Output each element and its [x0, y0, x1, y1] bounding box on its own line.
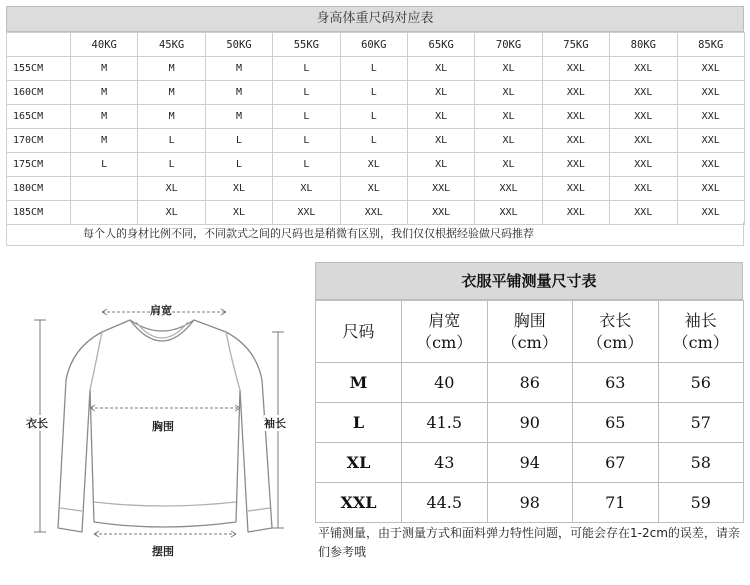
size-cell: M — [71, 81, 138, 105]
weight-header: 80KG — [610, 33, 677, 57]
height-header: 185CM — [7, 201, 71, 225]
shoulder-cell: 40 — [402, 363, 488, 403]
measurement-note: 平铺测量，由于测量方式和面料弹力特性问题，可能会存在1-2cm的误差，请亲们参考哦 — [318, 526, 740, 559]
header-shoulder: 肩宽 （cm） — [402, 301, 488, 363]
size-cell: XL — [475, 81, 542, 105]
size-cell: XXL — [340, 201, 407, 225]
size-cell: XXL — [542, 129, 609, 153]
sleeve-cell: 58 — [658, 443, 744, 483]
sleeve-length-label: 袖长 — [264, 417, 286, 430]
size-cell: XXL — [407, 201, 474, 225]
weight-header: 45KG — [138, 33, 205, 57]
shoulder-cell: 44.5 — [402, 483, 488, 523]
header-chest: 胸围 （cm） — [487, 301, 573, 363]
size-cell: XXL — [316, 483, 402, 523]
table-row — [316, 363, 744, 403]
table-row — [7, 57, 745, 81]
size-cell: XXL — [407, 177, 474, 201]
size-cell: L — [273, 105, 340, 129]
size-cell: L — [273, 129, 340, 153]
size-cell: M — [138, 105, 205, 129]
length-cell: 65 — [573, 403, 659, 443]
weight-header: 85KG — [677, 33, 744, 57]
chest-cell: 98 — [487, 483, 573, 523]
table-row — [7, 153, 745, 177]
header-sleeve: 袖长 （cm） — [658, 301, 744, 363]
table-row — [7, 81, 745, 105]
size-cell: XXL — [677, 177, 744, 201]
size-cell: L — [205, 129, 272, 153]
table-row — [7, 129, 745, 153]
size-cell: XL — [205, 201, 272, 225]
weight-header: 60KG — [340, 33, 407, 57]
size-cell: XXL — [475, 177, 542, 201]
shoulder-width-label: 肩宽 — [150, 304, 172, 317]
size-cell — [71, 177, 138, 201]
table-row — [316, 403, 744, 443]
size-cell: XL — [205, 177, 272, 201]
size-cell: XXL — [542, 153, 609, 177]
height-header: 155CM — [7, 57, 71, 81]
size-cell: XXL — [677, 201, 744, 225]
sleeve-cell: 56 — [658, 363, 744, 403]
measurement-header-row — [316, 301, 744, 363]
measurement-title: 衣服平铺测量尺寸表 — [315, 262, 743, 300]
size-cell: M — [205, 105, 272, 129]
chest-label: 胸围 — [152, 420, 174, 433]
table-row — [7, 105, 745, 129]
size-cell: XL — [407, 129, 474, 153]
size-cell: L — [205, 153, 272, 177]
chest-cell: 94 — [487, 443, 573, 483]
table-row — [316, 443, 744, 483]
size-cell: L — [340, 129, 407, 153]
size-cell: XL — [407, 57, 474, 81]
size-cell: XXL — [610, 201, 677, 225]
size-cell: M — [71, 57, 138, 81]
size-cell: XXL — [677, 105, 744, 129]
size-cell: XXL — [542, 57, 609, 81]
weight-header: 75KG — [542, 33, 609, 57]
size-cell: XXL — [677, 153, 744, 177]
height-header: 160CM — [7, 81, 71, 105]
size-cell: XXL — [677, 81, 744, 105]
size-cell: XL — [138, 201, 205, 225]
shoulder-cell: 43 — [402, 443, 488, 483]
size-cell: XXL — [677, 129, 744, 153]
size-cell: XXL — [610, 177, 677, 201]
size-cell: M — [205, 57, 272, 81]
height-header: 180CM — [7, 177, 71, 201]
weight-header: 55KG — [273, 33, 340, 57]
weight-header: 65KG — [407, 33, 474, 57]
weight-header-row — [7, 33, 745, 57]
size-cell: M — [71, 105, 138, 129]
weight-header: 50KG — [205, 33, 272, 57]
size-cell: L — [316, 403, 402, 443]
flat-measurement-chart — [315, 262, 743, 542]
height-header: 165CM — [7, 105, 71, 129]
size-cell: L — [340, 81, 407, 105]
size-cell: XL — [475, 129, 542, 153]
weight-header: 70KG — [475, 33, 542, 57]
size-cell: M — [71, 129, 138, 153]
size-cell: XXL — [475, 201, 542, 225]
garment-diagram — [0, 270, 305, 585]
garment-length-label: 衣长 — [26, 417, 48, 430]
size-cell: XL — [316, 443, 402, 483]
height-weight-table — [6, 32, 745, 225]
size-cell: XXL — [610, 105, 677, 129]
size-cell: XL — [340, 177, 407, 201]
size-cell: L — [138, 129, 205, 153]
size-cell: XXL — [610, 129, 677, 153]
size-cell: XXL — [542, 81, 609, 105]
table-row — [7, 201, 745, 225]
size-cell: XL — [475, 153, 542, 177]
sleeve-cell: 59 — [658, 483, 744, 523]
size-cell: XL — [273, 177, 340, 201]
size-cell: L — [273, 57, 340, 81]
size-cell: L — [138, 153, 205, 177]
size-chart-note: 每个人的身材比例不同，不同款式之间的尺码也是稍微有区别，我们仅仅根据经验做尺码推荐 — [6, 222, 744, 246]
size-cell: M — [205, 81, 272, 105]
size-cell: XL — [407, 153, 474, 177]
sleeve-cell: 57 — [658, 403, 744, 443]
size-cell: XXL — [542, 201, 609, 225]
size-cell: L — [273, 153, 340, 177]
size-chart-title: 身高体重尺码对应表 — [6, 6, 744, 32]
height-header: 170CM — [7, 129, 71, 153]
height-weight-size-chart — [6, 6, 744, 246]
table-row — [7, 177, 745, 201]
size-cell: XL — [407, 81, 474, 105]
size-cell: M — [138, 81, 205, 105]
corner-cell — [7, 33, 71, 57]
size-cell: XXL — [677, 57, 744, 81]
length-cell: 67 — [573, 443, 659, 483]
chest-cell: 86 — [487, 363, 573, 403]
size-cell: M — [138, 57, 205, 81]
height-header: 175CM — [7, 153, 71, 177]
size-cell: XL — [407, 105, 474, 129]
weight-header: 40KG — [71, 33, 138, 57]
shoulder-cell: 41.5 — [402, 403, 488, 443]
size-cell: XL — [138, 177, 205, 201]
header-size: 尺码 — [316, 301, 402, 363]
size-cell: L — [273, 81, 340, 105]
size-cell: XXL — [610, 153, 677, 177]
size-cell: L — [340, 57, 407, 81]
chest-cell: 90 — [487, 403, 573, 443]
size-cell: XXL — [542, 177, 609, 201]
size-cell: XXL — [610, 81, 677, 105]
hem-label: 摆围 — [152, 545, 174, 558]
size-cell: M — [316, 363, 402, 403]
table-row — [316, 483, 744, 523]
size-cell: L — [71, 153, 138, 177]
size-cell — [71, 201, 138, 225]
measurement-table — [315, 300, 744, 523]
size-cell: XXL — [273, 201, 340, 225]
length-cell: 63 — [573, 363, 659, 403]
size-cell: XL — [475, 105, 542, 129]
size-cell: XXL — [542, 105, 609, 129]
size-cell: L — [340, 105, 407, 129]
header-length: 衣长 （cm） — [573, 301, 659, 363]
size-cell: XL — [475, 57, 542, 81]
length-cell: 71 — [573, 483, 659, 523]
size-cell: XXL — [610, 57, 677, 81]
size-cell: XL — [340, 153, 407, 177]
